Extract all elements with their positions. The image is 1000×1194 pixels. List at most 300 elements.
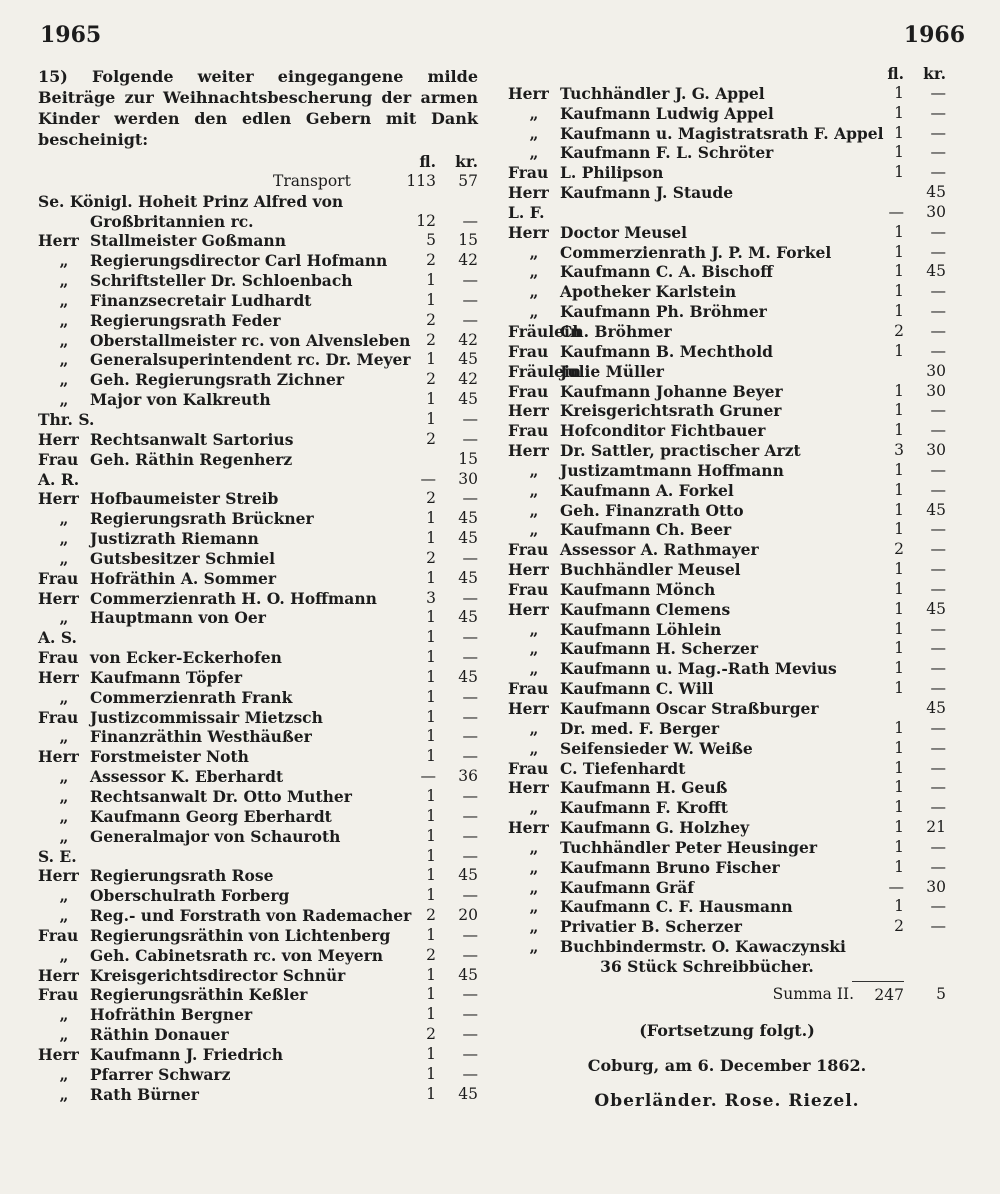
currency-header-right <box>508 64 946 84</box>
amount-fl: 1 <box>426 628 436 647</box>
donor-title: „ <box>529 718 539 738</box>
donor-row <box>508 917 946 937</box>
donor-title: Frau <box>508 758 549 778</box>
donor-row <box>508 957 946 977</box>
donor-name: Kaufmann J. Friedrich <box>90 1044 284 1064</box>
amount-kr: 30 <box>458 469 478 488</box>
donor-row <box>508 639 946 659</box>
donor-row <box>508 679 946 699</box>
donor-name: Generalsuperintendent rc. Dr. Meyer <box>90 350 411 370</box>
donor-row <box>508 739 946 759</box>
amount-fl: 1 <box>426 509 436 528</box>
donor-row <box>508 163 946 183</box>
donor-name: L. Philipson <box>560 163 664 183</box>
amount-fl: 3 <box>894 441 904 460</box>
amount-fl: 12 <box>416 211 436 230</box>
donor-title: „ <box>59 1025 69 1045</box>
left-column <box>38 66 478 1105</box>
donor-name: Hofbaumeister Streib <box>90 489 279 509</box>
amount-fl: 1 <box>894 401 904 420</box>
donor-row <box>508 501 946 521</box>
donor-row <box>38 410 478 430</box>
donor-row <box>508 580 946 600</box>
donor-title: Herr <box>38 429 79 449</box>
donor-title: Frau <box>38 568 79 588</box>
amount-fl: 1 <box>426 667 436 686</box>
donor-name: Rath Bürner <box>90 1084 199 1104</box>
donor-row <box>38 370 478 390</box>
donor-row <box>508 878 946 898</box>
donor-title: „ <box>529 917 539 937</box>
donor-row <box>508 778 946 798</box>
amount-fl: 2 <box>426 330 436 349</box>
donor-name: Dr. med. F. Berger <box>560 718 720 738</box>
donor-title: „ <box>59 310 69 330</box>
amount-kr: 21 <box>926 818 946 837</box>
donor-title: „ <box>529 480 539 500</box>
donor-row <box>38 926 478 946</box>
donor-row <box>38 608 478 628</box>
amount-kr: 45 <box>458 390 478 409</box>
donor-name: Kaufmann Bruno Fischer <box>560 857 780 877</box>
amount-fl: 2 <box>426 370 436 389</box>
amount-kr: 30 <box>926 361 946 380</box>
donor-name: Kaufmann A. Forkel <box>560 480 734 500</box>
amount-kr: — <box>462 846 478 865</box>
donor-row <box>38 271 478 291</box>
amount-fl: 1 <box>894 163 904 182</box>
donor-row <box>508 362 946 382</box>
donor-name: Kaufmann Georg Eberhardt <box>90 806 332 826</box>
amount-kr: 45 <box>458 667 478 686</box>
donor-row <box>38 1065 478 1085</box>
donor-name: Regierungsräthin von Lichtenberg <box>90 925 391 945</box>
amount-fl: 2 <box>426 310 436 329</box>
amount-kr: 45 <box>926 599 946 618</box>
donor-row <box>508 798 946 818</box>
donor-name: Kaufmann B. Mechthold <box>560 341 773 361</box>
donor-title: Herr <box>508 401 549 421</box>
donor-row <box>508 897 946 917</box>
donor-row <box>508 540 946 560</box>
amount-kr: — <box>930 738 946 757</box>
donor-title: Herr <box>38 866 79 886</box>
donor-row <box>38 688 478 708</box>
donor-name: Kreisgerichtsrath Gruner <box>560 401 782 421</box>
donor-name: Major von Kalkreuth <box>90 390 271 410</box>
amount-fl: 1 <box>426 568 436 587</box>
amount-fl: 1 <box>894 480 904 499</box>
donor-title: Frau <box>508 679 549 699</box>
donor-name: Geh. Cabinetsrath rc. von Meyern <box>90 945 384 965</box>
amount-kr: — <box>930 401 946 420</box>
donor-name: Assessor A. Rathmayer <box>560 540 759 560</box>
donor-row <box>38 291 478 311</box>
donor-name: Großbritannien rc. <box>90 211 254 231</box>
donor-name: Regierungsdirector Carl Hofmann <box>90 251 388 271</box>
donor-row <box>508 342 946 362</box>
amount-fl: 3 <box>426 588 436 607</box>
amount-fl: 1 <box>894 83 904 102</box>
donor-row <box>38 747 478 767</box>
donor-name: Regierungsrath Rose <box>90 866 274 886</box>
donor-title: Herr <box>508 778 549 798</box>
amount-kr: — <box>930 659 946 678</box>
donor-title: „ <box>529 143 539 163</box>
donor-row <box>38 1025 478 1045</box>
donor-title: Herr <box>38 588 79 608</box>
donor-row <box>38 668 478 688</box>
amount-kr: — <box>930 718 946 737</box>
donor-name: Kaufmann Löhlein <box>560 619 722 639</box>
amount-fl: 1 <box>426 271 436 290</box>
donor-name: Buchhändler Meusel <box>560 560 741 580</box>
donor-name: Pfarrer Schwarz <box>90 1064 231 1084</box>
donor-row <box>38 648 478 668</box>
amount-kr: — <box>930 520 946 539</box>
donor-row <box>508 620 946 640</box>
amount-kr: — <box>930 579 946 598</box>
donor-title: „ <box>529 520 539 540</box>
donor-title: Frau <box>508 341 549 361</box>
donor-name: Justizrath Riemann <box>90 529 259 549</box>
kr-header: kr. <box>923 64 946 83</box>
amount-kr: — <box>930 897 946 916</box>
donor-name: Kaufmann C. Will <box>560 679 714 699</box>
amount-kr: — <box>930 83 946 102</box>
donor-title: „ <box>59 906 69 926</box>
amount-fl: — <box>888 202 904 221</box>
amount-fl: 1 <box>894 798 904 817</box>
donor-name: Kaufmann H. Geuß <box>560 778 728 798</box>
amount-fl: 1 <box>894 341 904 360</box>
amount-kr: — <box>930 540 946 559</box>
donor-row <box>38 866 478 886</box>
intro-paragraph: 15) Folgende weiter eingegangene milde Beiträge zur Weihnachtsbescherung der armen Kinder werden den edlen Gebern mit Dank bescheinigt: <box>38 67 478 149</box>
donor-row <box>38 251 478 271</box>
donor-title: „ <box>529 302 539 322</box>
donor-row <box>38 1005 478 1025</box>
amount-kr: — <box>930 480 946 499</box>
donor-row <box>508 937 946 957</box>
amount-fl: 1 <box>894 897 904 916</box>
amount-kr: 15 <box>458 231 478 250</box>
donor-name: Buchbindermstr. O. Kawaczynski <box>560 937 846 957</box>
amount-fl: 1 <box>894 143 904 162</box>
donor-row <box>38 589 478 609</box>
page-number-left: 1965 <box>40 22 102 48</box>
donor-title: „ <box>529 242 539 262</box>
donor-row <box>38 549 478 569</box>
donor-title: Herr <box>38 489 79 509</box>
donor-name: Dr. Sattler, practischer Arzt <box>560 441 801 461</box>
amount-fl: 1 <box>426 648 436 667</box>
donor-name: Ch. Bröhmer <box>560 321 672 341</box>
donor-title: Frau <box>508 579 549 599</box>
donor-title: „ <box>59 290 69 310</box>
amount-fl: — <box>888 877 904 896</box>
amount-kr: — <box>930 639 946 658</box>
amount-kr: 30 <box>926 441 946 460</box>
donor-title: „ <box>529 460 539 480</box>
donor-title: „ <box>59 826 69 846</box>
donor-title: „ <box>59 767 69 787</box>
donor-name: Geh. Regierungsrath Zichner <box>90 370 345 390</box>
donor-name: Kaufmann Töpfer <box>90 667 243 687</box>
donor-name: von Ecker-Eckerhofen <box>90 648 282 668</box>
donor-title: Herr <box>508 560 549 580</box>
donor-name: Kaufmann F. L. Schröter <box>560 143 774 163</box>
donor-title: Herr <box>508 183 549 203</box>
donor-row <box>38 331 478 351</box>
donor-title: „ <box>529 837 539 857</box>
donor-name: L. F. <box>508 202 545 222</box>
donor-title: „ <box>529 639 539 659</box>
donor-name: Seifensieder W. Weiße <box>560 738 753 758</box>
amount-fl: 5 <box>426 231 436 250</box>
amount-kr: — <box>930 460 946 479</box>
donor-name: Kaufmann Johanne Beyer <box>560 381 783 401</box>
amount-kr: — <box>462 1025 478 1044</box>
donor-title: Frau <box>508 163 549 183</box>
amount-kr: — <box>462 489 478 508</box>
donor-row <box>38 489 478 509</box>
amount-fl: 2 <box>426 489 436 508</box>
amount-fl: 2 <box>426 548 436 567</box>
donor-row <box>508 124 946 144</box>
donor-row <box>38 767 478 787</box>
donor-row <box>508 183 946 203</box>
donor-name: Stallmeister Goßmann <box>90 231 286 251</box>
donor-row <box>508 719 946 739</box>
donor-title: Herr <box>508 599 549 619</box>
amount-kr: 36 <box>458 767 478 786</box>
donor-row <box>38 966 478 986</box>
amount-kr: — <box>930 421 946 440</box>
donor-name: Tuchhändler J. G. Appel <box>560 83 765 103</box>
donor-title: Herr <box>508 699 549 718</box>
amount-fl: 1 <box>426 747 436 766</box>
amount-fl: 1 <box>894 460 904 479</box>
amount-kr: 30 <box>926 381 946 400</box>
donor-title: „ <box>59 350 69 370</box>
donor-row <box>508 659 946 679</box>
donor-title: „ <box>59 727 69 747</box>
donor-name: Rechtsanwalt Dr. Otto Muther <box>90 787 352 806</box>
amount-fl: 2 <box>426 945 436 964</box>
amount-kr: — <box>930 321 946 340</box>
amount-kr: — <box>462 290 478 309</box>
donor-row <box>38 727 478 747</box>
currency-header-left <box>38 152 478 172</box>
donor-row <box>508 401 946 421</box>
donor-row <box>38 350 478 370</box>
donor-row <box>508 858 946 878</box>
amount-fl: 1 <box>426 290 436 309</box>
amount-kr: 30 <box>926 202 946 221</box>
donor-name: Forstmeister Noth <box>90 747 249 767</box>
amount-kr: 45 <box>458 350 478 369</box>
donor-name: Oberschulrath Forberg <box>90 886 290 906</box>
donor-title: „ <box>529 937 539 957</box>
amount-kr: 45 <box>458 866 478 885</box>
donor-name: 36 Stück Schreibbücher. <box>600 956 814 976</box>
donor-name: Assessor K. Eberhardt <box>90 767 284 787</box>
donor-name: Transport <box>273 171 351 190</box>
amount-fl: 1 <box>426 1064 436 1083</box>
amount-kr: — <box>462 648 478 667</box>
donor-name: Julie Müller <box>560 361 664 381</box>
donor-row <box>38 529 478 549</box>
donor-row <box>38 886 478 906</box>
donor-title: „ <box>59 1084 69 1104</box>
amount-kr: 45 <box>458 529 478 548</box>
amount-kr: — <box>930 143 946 162</box>
amount-fl: 1 <box>426 409 436 428</box>
amount-fl: 1 <box>894 262 904 281</box>
donor-title: „ <box>529 857 539 877</box>
donor-list-left <box>38 172 478 1105</box>
amount-kr: — <box>462 409 478 428</box>
donor-name: Commerzienrath Frank <box>90 687 293 707</box>
donor-name: Kaufmann u. Magistratsrath F. Appel <box>560 123 884 143</box>
amount-fl: 1 <box>426 1005 436 1024</box>
donor-name: Hauptmann von Oer <box>90 608 266 628</box>
donor-row <box>38 985 478 1005</box>
donor-title: Fräulein <box>508 321 582 341</box>
donor-list-right <box>508 84 946 977</box>
amount-kr: — <box>930 679 946 698</box>
amount-kr: — <box>930 222 946 241</box>
donor-name: Justizcommissair Mietzsch <box>90 707 323 727</box>
donor-row <box>508 282 946 302</box>
donor-name: S. E. <box>38 846 77 866</box>
amount-kr: 45 <box>926 500 946 519</box>
donor-title: „ <box>59 509 69 529</box>
amount-fl: 1 <box>426 866 436 885</box>
donor-name: Kaufmann Mönch <box>560 579 716 599</box>
amount-kr: — <box>462 886 478 905</box>
donor-row <box>508 520 946 540</box>
donor-name: Apotheker Karlstein <box>560 282 737 302</box>
donor-row <box>508 838 946 858</box>
amount-kr: — <box>930 857 946 876</box>
donor-name: Kaufmann Ph. Bröhmer <box>560 302 767 322</box>
amount-fl: 1 <box>894 500 904 519</box>
dateline: Coburg, am 6. December 1862. <box>587 1055 867 1075</box>
donor-name: Kaufmann Ch. Beer <box>560 520 732 540</box>
amount-fl: 1 <box>426 1084 436 1103</box>
donor-title: Herr <box>38 1044 79 1064</box>
donor-name: Kaufmann u. Mag.-Rath Mevius <box>560 659 837 679</box>
amount-fl: 2 <box>894 540 904 559</box>
amount-kr: — <box>462 945 478 964</box>
donor-row <box>508 560 946 580</box>
amount-kr: — <box>930 103 946 122</box>
amount-fl: 2 <box>426 251 436 270</box>
donor-name: Finanzsecretair Ludhardt <box>90 290 312 310</box>
amount-fl: 1 <box>894 778 904 797</box>
donor-title: Herr <box>38 965 79 985</box>
donor-row <box>38 807 478 827</box>
donor-row <box>38 509 478 529</box>
amount-kr: 45 <box>926 262 946 281</box>
amount-kr: — <box>462 1005 478 1024</box>
amount-fl: 1 <box>426 529 436 548</box>
amount-fl: 1 <box>894 659 904 678</box>
donor-name: Kaufmann Oscar Straßburger <box>560 699 819 718</box>
amount-kr: — <box>462 925 478 944</box>
donor-row <box>508 600 946 620</box>
amount-kr: — <box>462 727 478 746</box>
donor-name: Hofconditor Fichtbauer <box>560 421 766 441</box>
amount-kr: — <box>930 123 946 142</box>
donor-name: Thr. S. <box>38 409 95 429</box>
amount-kr: — <box>462 548 478 567</box>
amount-kr: — <box>462 1064 478 1083</box>
donor-title: „ <box>529 897 539 917</box>
donor-name: Räthin Donauer <box>90 1025 229 1045</box>
donor-row <box>38 946 478 966</box>
amount-kr: — <box>462 628 478 647</box>
donor-title: „ <box>529 123 539 143</box>
donor-row <box>38 827 478 847</box>
donor-name: Doctor Meusel <box>560 222 688 242</box>
donor-name: Justizamtmann Hoffmann <box>560 460 784 480</box>
amount-fl: 1 <box>426 1044 436 1063</box>
amount-fl: 1 <box>894 103 904 122</box>
donor-name: Privatier B. Scherzer <box>560 917 742 937</box>
donor-title: „ <box>59 330 69 350</box>
donor-row <box>508 759 946 779</box>
amount-fl: 1 <box>894 421 904 440</box>
donor-name: Commerzienrath J. P. M. Forkel <box>560 242 832 262</box>
donor-name: Regierungsrath Brückner <box>90 509 314 529</box>
donor-name: Tuchhändler Peter Heusinger <box>560 837 818 857</box>
amount-kr: 45 <box>458 1084 478 1103</box>
donor-row <box>508 322 946 342</box>
donor-title: „ <box>529 500 539 520</box>
donor-name: Kaufmann J. Staude <box>560 183 734 203</box>
amount-kr: — <box>462 826 478 845</box>
amount-fl: 1 <box>426 787 436 805</box>
donor-name: Kaufmann C. A. Bischoff <box>560 262 773 282</box>
amount-kr: — <box>462 211 478 230</box>
donor-title: „ <box>59 251 69 271</box>
amount-fl: 1 <box>426 925 436 944</box>
amount-kr: — <box>462 588 478 607</box>
amount-kr: — <box>930 778 946 797</box>
amount-fl: 1 <box>894 560 904 579</box>
donor-name: Kreisgerichtsdirector Schnür <box>90 965 346 985</box>
amount-fl: 1 <box>426 350 436 369</box>
donor-title: „ <box>529 262 539 282</box>
amount-kr: 45 <box>458 608 478 627</box>
donor-row <box>38 311 478 331</box>
donor-row <box>38 787 478 807</box>
donor-name: Kaufmann G. Holzhey <box>560 818 750 838</box>
donor-row <box>38 847 478 867</box>
amount-fl: 1 <box>894 579 904 598</box>
donor-row <box>508 203 946 223</box>
signers: Oberländer. Rose. Riezel. <box>594 1090 860 1111</box>
donor-row <box>508 421 946 441</box>
donor-title: Frau <box>508 381 549 401</box>
amount-fl: 1 <box>894 381 904 400</box>
donor-name: Kaufmann Ludwig Appel <box>560 103 774 123</box>
amount-kr: 42 <box>458 251 478 270</box>
donor-title: „ <box>529 798 539 818</box>
